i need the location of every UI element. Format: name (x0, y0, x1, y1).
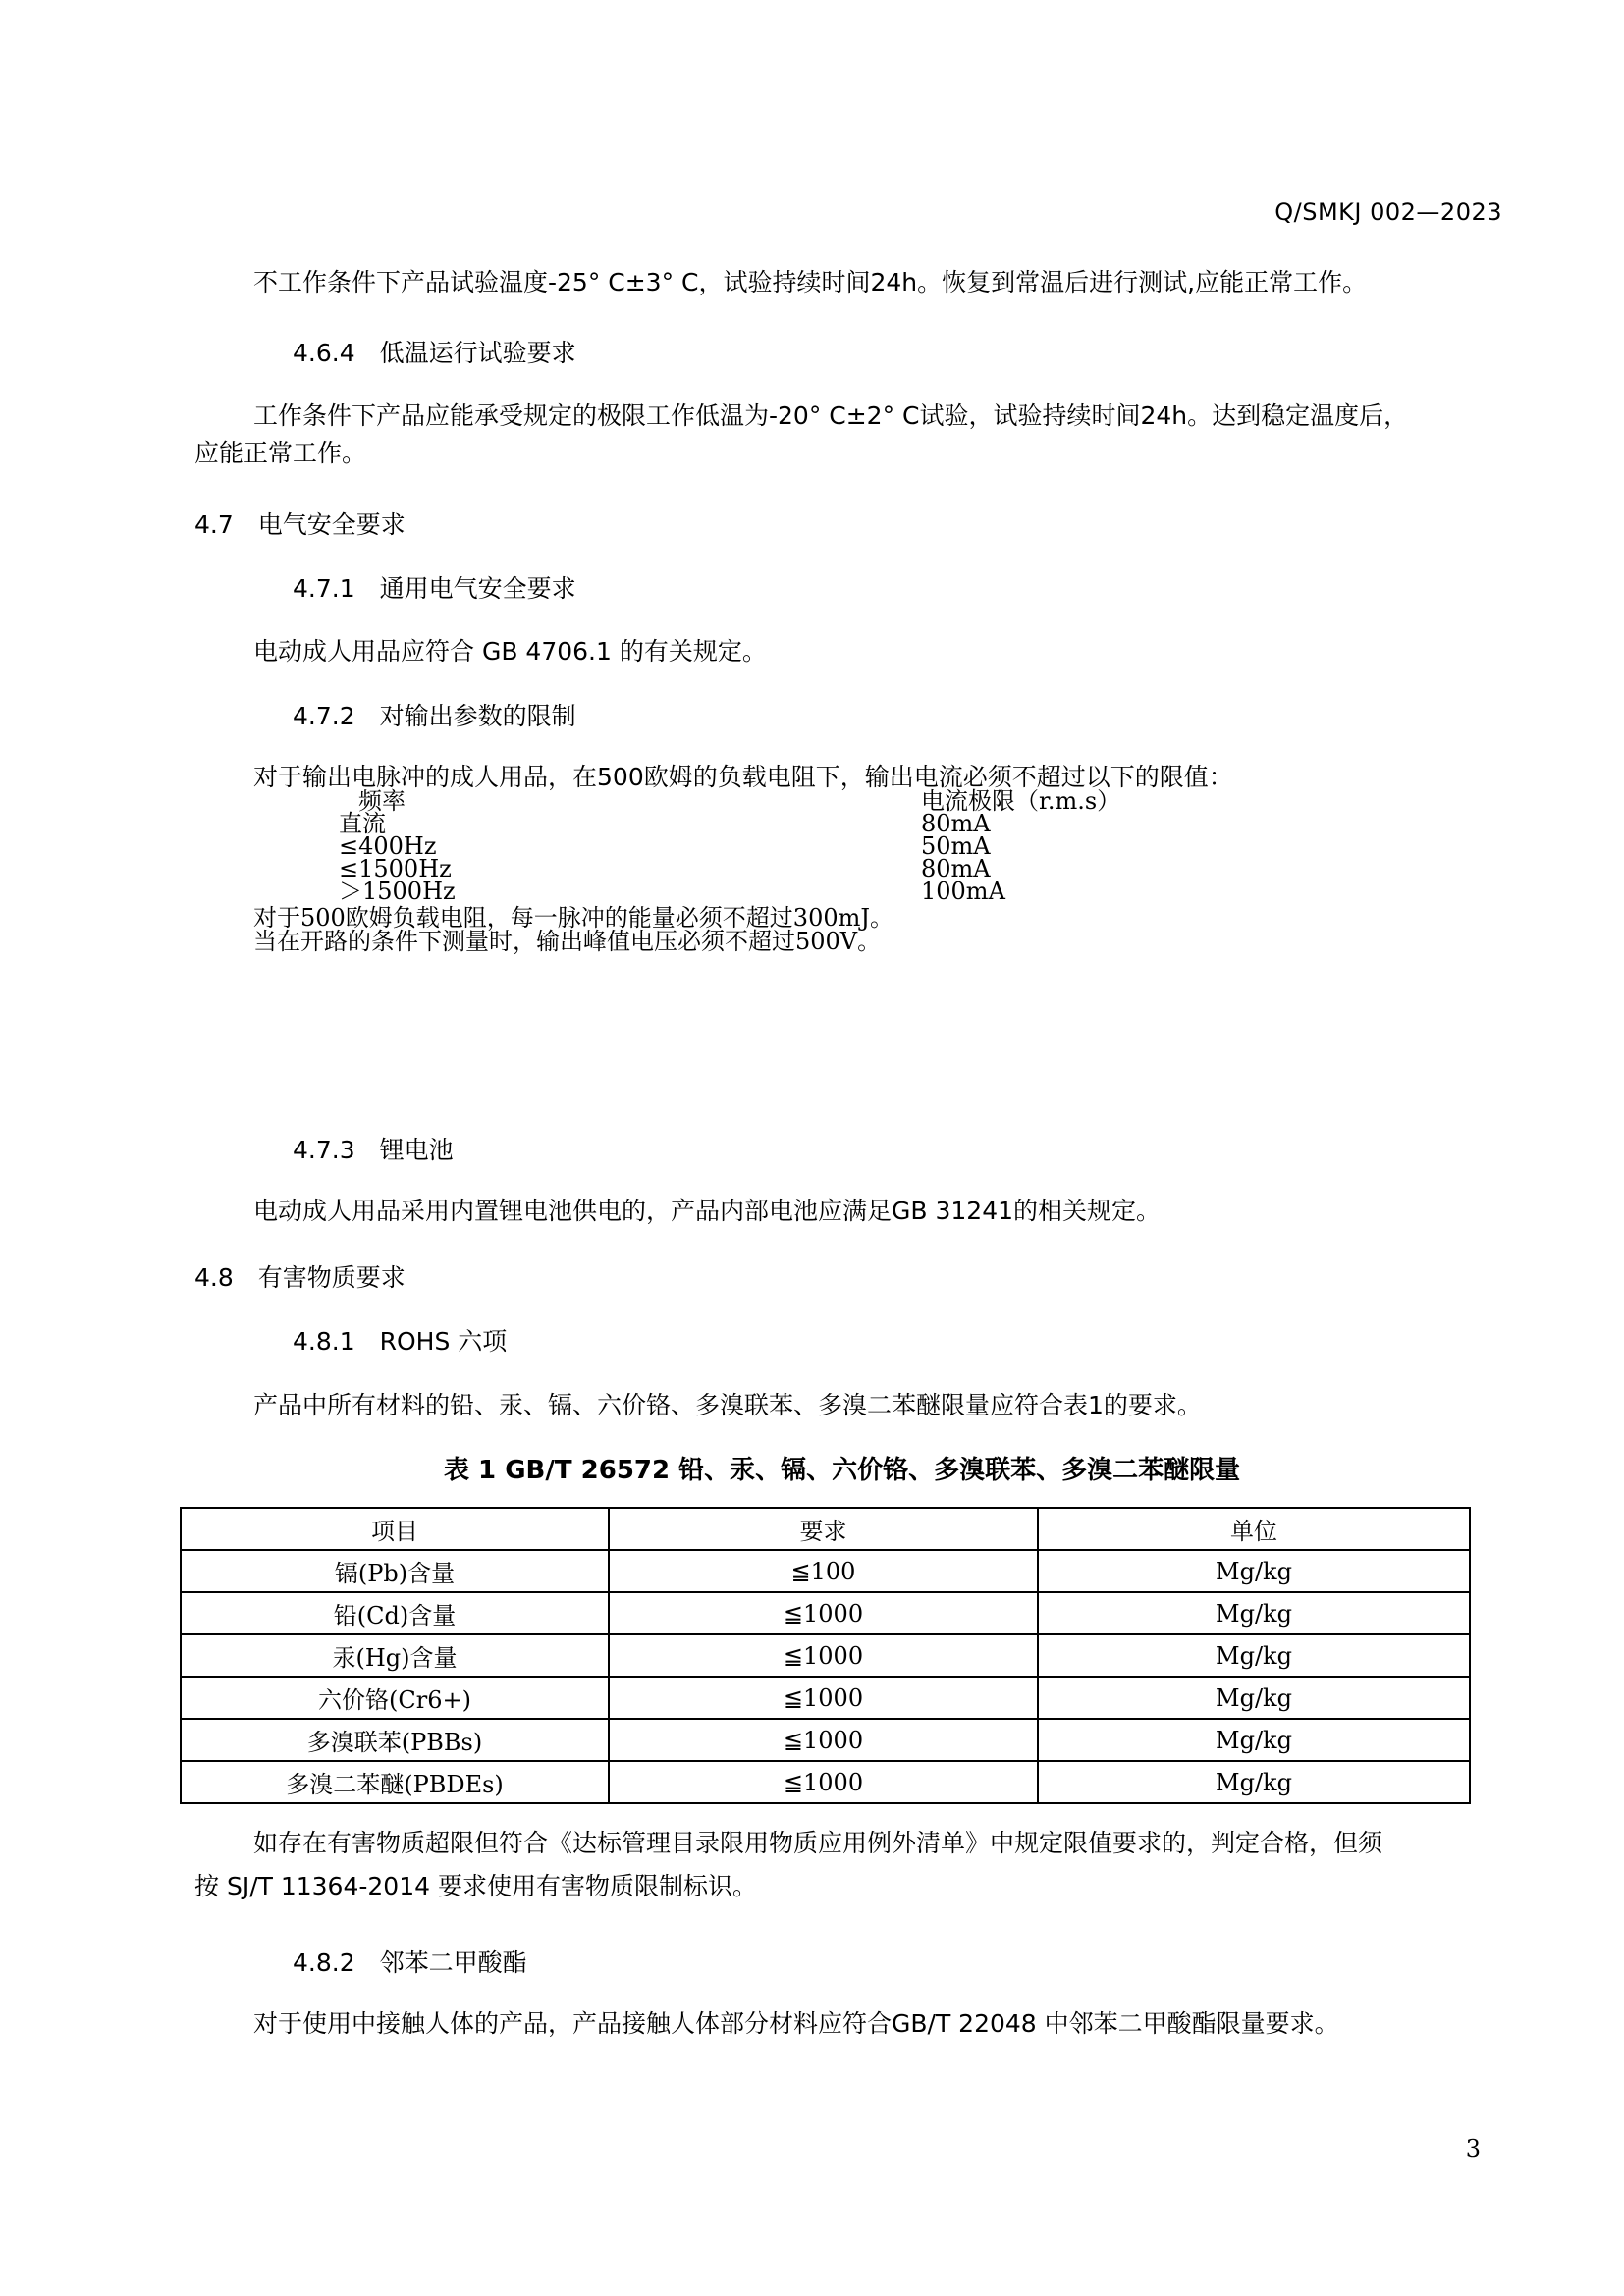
peak-voltage-limit: 当在开路的条件下测量时，输出峰值电压必须不超过500V。 (253, 928, 882, 955)
table-row (181, 1592, 1470, 1634)
table-row (181, 1761, 1470, 1803)
page-number: 3 (1465, 2135, 1481, 2163)
heading-4-8-1: 4.8.1 ROHS 六项 (293, 1327, 508, 1356)
limit-row-limit: 50mA (921, 832, 991, 860)
table-cell-requirement: ≦1000 (609, 1634, 1038, 1677)
heading-4-7-3: 4.7.3 锂电池 (293, 1136, 454, 1164)
table-row (181, 1634, 1470, 1677)
table-cell-item: 多溴二苯醚(PBDEs) (181, 1761, 609, 1803)
heading-4-7-2: 4.7.2 对输出参数的限制 (293, 702, 576, 730)
column-header: 单位 (1038, 1508, 1470, 1550)
table-cell-unit: Mg/kg (1038, 1550, 1470, 1592)
table-row (181, 1677, 1470, 1719)
table-cell-requirement: ≦1000 (609, 1677, 1038, 1719)
table-row (181, 1719, 1470, 1761)
cold-storage-paragraph: 不工作条件下产品试验温度-25° C±3° C，试验持续时间24h。恢复到常温后进行测试,应能正常工作。 (253, 268, 1368, 296)
rohs-limits-table (180, 1507, 1471, 1804)
limit-row-freq: 频率 (358, 787, 406, 815)
limit-row-limit: 80mA (921, 810, 991, 837)
table-cell-requirement: ≦1000 (609, 1719, 1038, 1761)
table-cell-unit: Mg/kg (1038, 1634, 1470, 1677)
low-temp-paragraph-line1: 工作条件下产品应能承受规定的极限工作低温为-20° C±2° C试验，试验持续时间24h。达到稳定温度后， (253, 401, 1409, 430)
heading-4-6-4: 4.6.4 低温运行试验要求 (293, 339, 576, 367)
table-cell-requirement: ≦1000 (609, 1592, 1038, 1634)
limit-row-freq: ≤400Hz (339, 832, 437, 860)
limit-row-limit: 电流极限（r.m.s） (921, 787, 1121, 815)
column-header: 要求 (609, 1508, 1038, 1550)
table-header-row (181, 1508, 1470, 1550)
general-safety-paragraph: 电动成人用品应符合 GB 4706.1 的有关规定。 (253, 637, 767, 666)
table-cell-item: 六价铬(Cr6+) (181, 1677, 609, 1719)
exemption-note-line2: 按 SJ/T 11364-2014 要求使用有害物质限制标识。 (194, 1872, 757, 1900)
table-cell-item: 铅(Cd)含量 (181, 1592, 609, 1634)
heading-4-8-2: 4.8.2 邻苯二甲酸酯 (293, 1949, 527, 1977)
lithium-battery-paragraph: 电动成人用品采用内置锂电池供电的，产品内部电池应满足GB 31241的相关规定。 (253, 1197, 1162, 1225)
limit-row-freq: ＞1500Hz (339, 878, 456, 905)
table-cell-unit: Mg/kg (1038, 1719, 1470, 1761)
heading-4-8: 4.8 有害物质要求 (194, 1263, 406, 1292)
document-number: Q/SMKJ 002—2023 (1274, 198, 1502, 226)
low-temp-paragraph-line2: 应能正常工作。 (194, 439, 367, 467)
table-cell-unit: Mg/kg (1038, 1592, 1470, 1634)
limit-row-freq: ≤1500Hz (339, 855, 452, 882)
table-row (181, 1550, 1470, 1592)
table-cell-item: 汞(Hg)含量 (181, 1634, 609, 1677)
table-cell-item: 镉(Pb)含量 (181, 1550, 609, 1592)
rohs-paragraph: 产品中所有材料的铅、汞、镉、六价铬、多溴联苯、多溴二苯醚限量应符合表1的要求。 (253, 1391, 1202, 1419)
table-cell-requirement: ≦100 (609, 1550, 1038, 1592)
output-limit-intro: 对于输出电脉冲的成人用品，在500欧姆的负载电阻下，输出电流必须不超过以下的限值： (253, 763, 1233, 791)
table-cell-item: 多溴联苯(PBBs) (181, 1719, 609, 1761)
limit-row-limit: 80mA (921, 855, 991, 882)
heading-4-7-1: 4.7.1 通用电气安全要求 (293, 574, 576, 603)
table-caption: 表 1 GB/T 26572 铅、汞、镉、六价铬、多溴联苯、多溴二苯醚限量 (444, 1456, 1241, 1485)
limit-row-limit: 100mA (921, 878, 1005, 905)
table-cell-unit: Mg/kg (1038, 1761, 1470, 1803)
phthalate-paragraph: 对于使用中接触人体的产品，产品接触人体部分材料应符合GB/T 22048 中邻苯二甲酸酯限量要求。 (253, 2009, 1339, 2038)
pulse-energy-limit: 对于500欧姆负载电阻，每一脉冲的能量必须不超过300mJ。 (253, 904, 893, 932)
exemption-note-line1: 如存在有害物质超限但符合《达标管理目录限用物质应用例外清单》中规定限值要求的，判定合格，但须 (253, 1829, 1383, 1857)
table-cell-unit: Mg/kg (1038, 1677, 1470, 1719)
heading-4-7: 4.7 电气安全要求 (194, 510, 406, 539)
column-header: 项目 (181, 1508, 609, 1550)
limit-row-freq: 直流 (339, 810, 386, 837)
table-cell-requirement: ≦1000 (609, 1761, 1038, 1803)
